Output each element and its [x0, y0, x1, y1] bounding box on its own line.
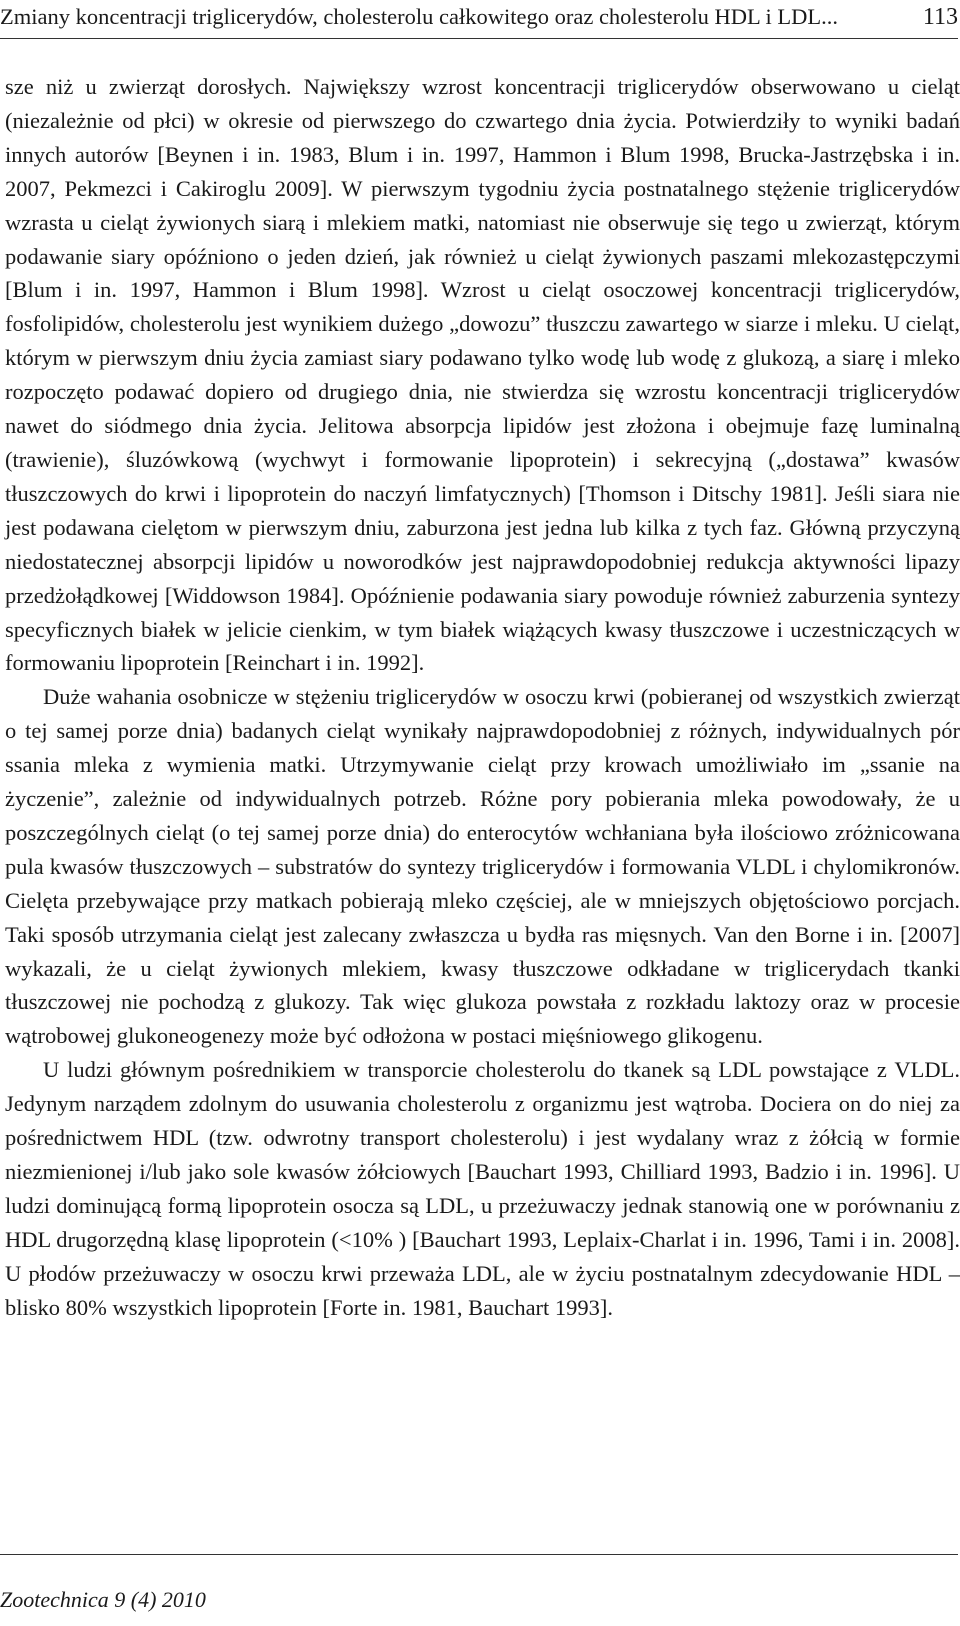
- footer-rule: [0, 1554, 958, 1555]
- running-header: [0, 2, 958, 36]
- paragraph-2: Duże wahania osobnicze w stężeniu triglicerydów w osoczu krwi (pobieranej od wszystkich zwierząt o tej samej porze dnia) badanych cieląt wynikały najprawdopodobniej z różnych, indywidualnych pór ssania mleka z wymienia matki. Utrzymywanie cieląt przy krowach umożliwiało im „ssanie na życzenie”, zależnie od indywidualnych potrzeb. Różne pory pobierania mleka powodowały, że u poszczególnych cieląt (o tej samej porze dnia) do enterocytów wchłaniana była ilościowo zróżnicowana pula kwasów tłuszczowych – substratów do syntezy triglicerydów i formowania VLDL i chylomikronów. Cielęta przebywające przy matkach pobierają mleko częściej, ale w mniejszych objętościowo porcjach. Taki sposób utrzymania cieląt jest zalecany zwłaszcza u bydła ras mięsnych. Van den Borne i in. [2007] wykazali, że u cieląt żywionych mlekiem, kwasy tłuszczowe odkładane w triglicerydach tkanki tłuszczowej nie pochodzą z glukozy. Tak więc glukoza powstała z rozkładu laktozy oraz w procesie wątrobowej glukoneogenezy może być odłożona w postaci mięśniowego glikogenu.: [5, 684, 960, 1049]
- paragraph-1: sze niż u zwierząt dorosłych. Największy wzrost koncentracji triglicerydów obserwowano u cieląt (niezależnie od płci) w okresie od pierwszego do czwartego dnia życia. Potwierdziły to wyniki badań innych autorów [Beynen i in. 1983, Blum i in. 1997, Hammon i Blum 1998, Brucka-Jastrzębska i in. 2007, Pekmezci i Cakiroglu 2009]. W pierwszym tygodniu życia postnatalnego stężenie triglicerydów wzrasta u cieląt żywionych siarą i mlekiem matki, natomiast nie obserwuje się tego u zwierząt, którym podawanie siary opóźniono o jeden dzień, jak również u cieląt żywionych paszami mlekozastępczymi [Blum i in. 1997, Hammon i Blum 1998]. Wzrost u cieląt osoczowej koncentracji triglicerydów, fosfolipidów, cholesterolu jest wynikiem dużego „dowozu” tłuszczu zawartego w siarze i mleku. U cieląt, którym w pierwszym dniu życia zamiast siary podawano tylko wodę lub wodę z glukozą, a siarę i mleko rozpoczęto podawać dopiero od drugiego dnia, nie stwierdza się wzrostu koncentracji triglicerydów nawet do siódmego dnia życia. Jelitowa absorpcja lipidów jest złożona i obejmuje fazę luminalną (trawienie), śluzówkową (wychwyt i formowanie lipoprotein) i sekrecyjną („dostawa” kwasów tłuszczowych do krwi i lipoprotein do naczyń limfatycznych) [Thomson i Ditschy 1981]. Jeśli siara nie jest podawana cielętom w pierwszym dniu, zaburzona jest jedna lub kilka z tych faz. Główną przyczyną niedostatecznej absorpcji lipidów u noworodków jest najprawdopodobniej redukcja aktywności lipazy przedżołądkowej [Widdowson 1984]. Opóźnienie podawania siary powoduje również zaburzenia syntezy specyficznych białek w jelicie cienkim, w tym białek wiążących kwasy tłuszczowe i uczestniczących w formowaniu lipoprotein [Reinchart i in. 1992].: [5, 74, 960, 676]
- running-title: Zmiany koncentracji triglicerydów, cholesterolu całkowitego oraz cholesterolu HDL i LDL...: [0, 4, 839, 29]
- journal-footer: Zootechnica 9 (4) 2010: [0, 1587, 206, 1612]
- paragraph-3: U ludzi głównym pośrednikiem w transporcie cholesterolu do tkanek są LDL powstające z VLDL. Jedynym narządem zdolnym do usuwania cholesterolu z organizmu jest wątroba. Dociera on do niej za pośrednictwem HDL (tzw. odwrotny transport cholesterolu) i jest wydalany wraz z żółcią w formie niezmienionej i/lub jako sole kwasów żółciowych [Bauchart 1993, Chilliard 1993, Badzio i in. 1996]. U ludzi dominującą formą lipoprotein osocza są LDL, u przeżuwaczy jednak stanowią one w porównaniu z HDL drugorzędną klasę lipoprotein (<10% ) [Bauchart 1993, Leplaix-Charlat i in. 1996, Tami i in. 2008]. U płodów przeżuwaczy w osoczu krwi przeważa LDL, ale w życiu postnatalnym zdecydowanie HDL – blisko 80% wszystkich lipoprotein [Forte in. 1981, Bauchart 1993].: [5, 1057, 960, 1320]
- article-body: [5, 70, 960, 1325]
- page-number: 113: [922, 4, 958, 30]
- header-rule: [0, 38, 958, 39]
